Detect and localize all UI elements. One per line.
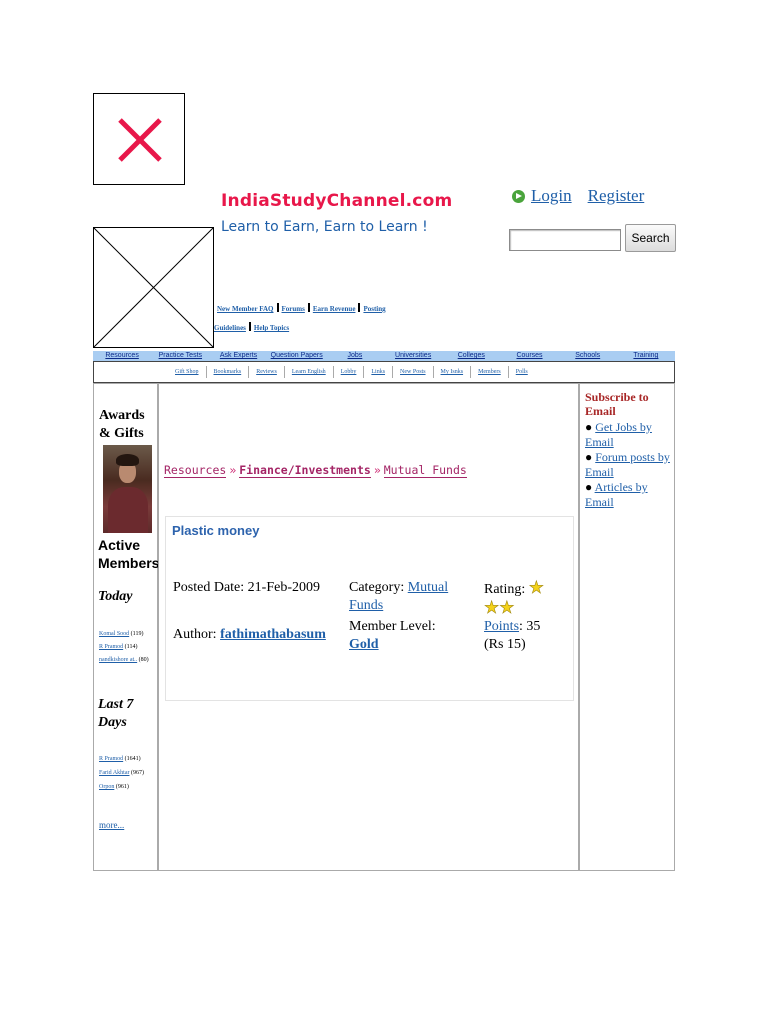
today-members-list [99,630,157,669]
top-link-forums[interactable]: Forums [281,305,305,313]
subscribe-forum-link[interactable]: Forum posts by Email [585,450,670,479]
divider [284,366,285,378]
divider [333,366,334,378]
top-link-help-topics[interactable]: Help Topics [253,324,290,332]
member-count: (1641) [124,756,141,762]
points-value: : 35 [519,619,541,634]
subnav-learn-english[interactable]: Learn English [291,369,326,375]
divider [433,366,434,378]
subscribe-articles-link[interactable]: Articles by Email [585,480,648,509]
breadcrumb-finance-investments[interactable]: Finance/Investments [239,463,371,477]
member-link[interactable]: nandkishore at.. [99,657,138,663]
register-link[interactable]: Register [587,186,645,205]
divider [363,366,364,378]
star-icon: ★ [484,598,500,617]
nav-ask-experts[interactable]: Ask Experts [219,352,258,359]
search-button[interactable]: Search [625,224,676,252]
last-7-days-label: Last 7 Days [98,697,134,730]
login-arrow-icon [512,190,525,203]
more-members-link[interactable]: more... [99,820,125,830]
rating-info [484,579,564,619]
member-level-link[interactable]: Gold [349,637,379,652]
site-brand[interactable]: IndiaStudyChannel.com [221,191,453,211]
divider [470,366,471,378]
author-info [173,626,348,644]
divider [249,322,251,331]
avatar-shirt [108,487,148,533]
article-title: Plastic money [172,523,260,538]
subnav-gift-shop[interactable]: Gift Shop [175,369,199,375]
nav-resources[interactable]: Resources [105,352,139,359]
subnav-bookmarks[interactable]: Bookmarks [213,369,242,375]
member-avatar[interactable] [103,445,152,533]
divider [392,366,393,378]
nav-question-papers[interactable]: Question Papers [270,352,323,359]
subscribe-list [585,420,673,510]
subnav-lobby[interactable]: Lobby [340,369,357,375]
week-members-list [99,755,157,797]
top-link-posting-guidelines[interactable]: Posting Guidelines [214,305,386,332]
divider [508,366,509,378]
list-item [99,783,157,791]
awards-title: Awards & Gifts [99,408,145,441]
subnav-my-isnks[interactable]: My Isnks [440,369,464,375]
posted-date: Posted Date: 21-Feb-2009 [173,580,320,595]
list-item [585,450,673,480]
breadcrumb-resources[interactable]: Resources [164,463,227,477]
main-content [158,383,579,871]
divider [206,366,207,378]
breadcrumb-separator: » [229,463,237,477]
today-label: Today [98,589,133,604]
member-link[interactable]: R Pramod [99,644,124,650]
bullet-icon: ● [585,420,596,434]
subnav-members[interactable]: Members [478,369,501,375]
member-count: (119) [130,631,144,637]
member-count: (967) [131,770,144,776]
broken-image-icon [93,93,185,185]
nav-universities[interactable]: Universities [395,352,432,359]
nav-courses[interactable]: Courses [516,352,543,359]
article-panel [165,516,574,701]
category-info [349,579,474,615]
rating-label: Rating: [484,582,526,597]
account-links [512,186,654,206]
subscribe-title: Subscribe to Email [585,390,649,418]
member-count: (80) [138,657,149,663]
member-link[interactable]: Farid Akhtar [99,770,130,776]
site-tagline: Learn to Earn, Earn to Learn ! [221,219,428,235]
author-link[interactable]: fathimathabasum [220,627,326,642]
nav-jobs[interactable]: Jobs [347,352,363,359]
member-link[interactable]: Orpon [99,784,115,790]
divider [308,303,310,312]
subnav-links[interactable]: Links [371,369,386,375]
member-link[interactable]: R Pramod [99,756,124,762]
list-item [99,643,157,651]
star-icon: ★ [528,578,544,597]
divider [248,366,249,378]
main-nav [93,351,675,361]
member-link[interactable]: Komal Sood [99,631,130,637]
breadcrumb-separator: » [373,463,381,477]
logo-image-placeholder [93,227,214,348]
top-link-faq[interactable]: New Member FAQ [217,305,274,313]
sub-nav [93,361,675,383]
bullet-icon: ● [585,450,596,464]
broken-image-x-icon [94,94,184,184]
star-icon: ★ [499,598,515,617]
divider [358,303,360,312]
bullet-icon: ● [585,480,595,494]
member-count: (114) [124,644,138,650]
breadcrumb [164,463,467,477]
nav-training[interactable]: Training [633,352,659,359]
points-info [484,618,574,654]
left-sidebar [93,383,158,871]
list-item [99,755,157,763]
list-item [585,420,673,450]
top-link-earn-revenue[interactable]: Earn Revenue [312,305,356,313]
divider [277,303,279,312]
list-item [585,480,673,510]
subnav-reviews[interactable]: Reviews [256,369,277,375]
image-placeholder-cross-icon [94,228,213,347]
subnav-polls[interactable]: Polls [515,369,528,375]
author-label: Author: [173,627,217,642]
member-count: (961) [115,784,129,790]
active-members-title: Active Members [98,537,160,571]
subnav-new-posts[interactable]: New Posts [400,369,426,375]
breadcrumb-mutual-funds[interactable]: Mutual Funds [383,463,467,477]
avatar-hair [116,454,139,466]
nav-practice-tests[interactable]: Practice Tests [158,352,203,359]
category-label: Category: [349,580,405,595]
member-level-info [349,618,449,654]
rupees-value: (Rs 15) [484,637,526,652]
top-links [214,300,414,338]
nav-schools[interactable]: Schools [575,352,601,359]
list-item [99,769,157,777]
list-item [99,656,157,664]
nav-colleges[interactable]: Colleges [457,352,485,359]
subscribe-jobs-link[interactable]: Get Jobs by Email [585,420,652,449]
right-sidebar [579,383,675,871]
search-input[interactable] [509,229,621,251]
points-link[interactable]: Points [484,619,520,634]
list-item [99,630,157,638]
category-link[interactable]: Mutual Funds [349,580,449,613]
member-level-label: Member Level: [349,619,436,634]
login-link[interactable]: Login [531,186,572,205]
